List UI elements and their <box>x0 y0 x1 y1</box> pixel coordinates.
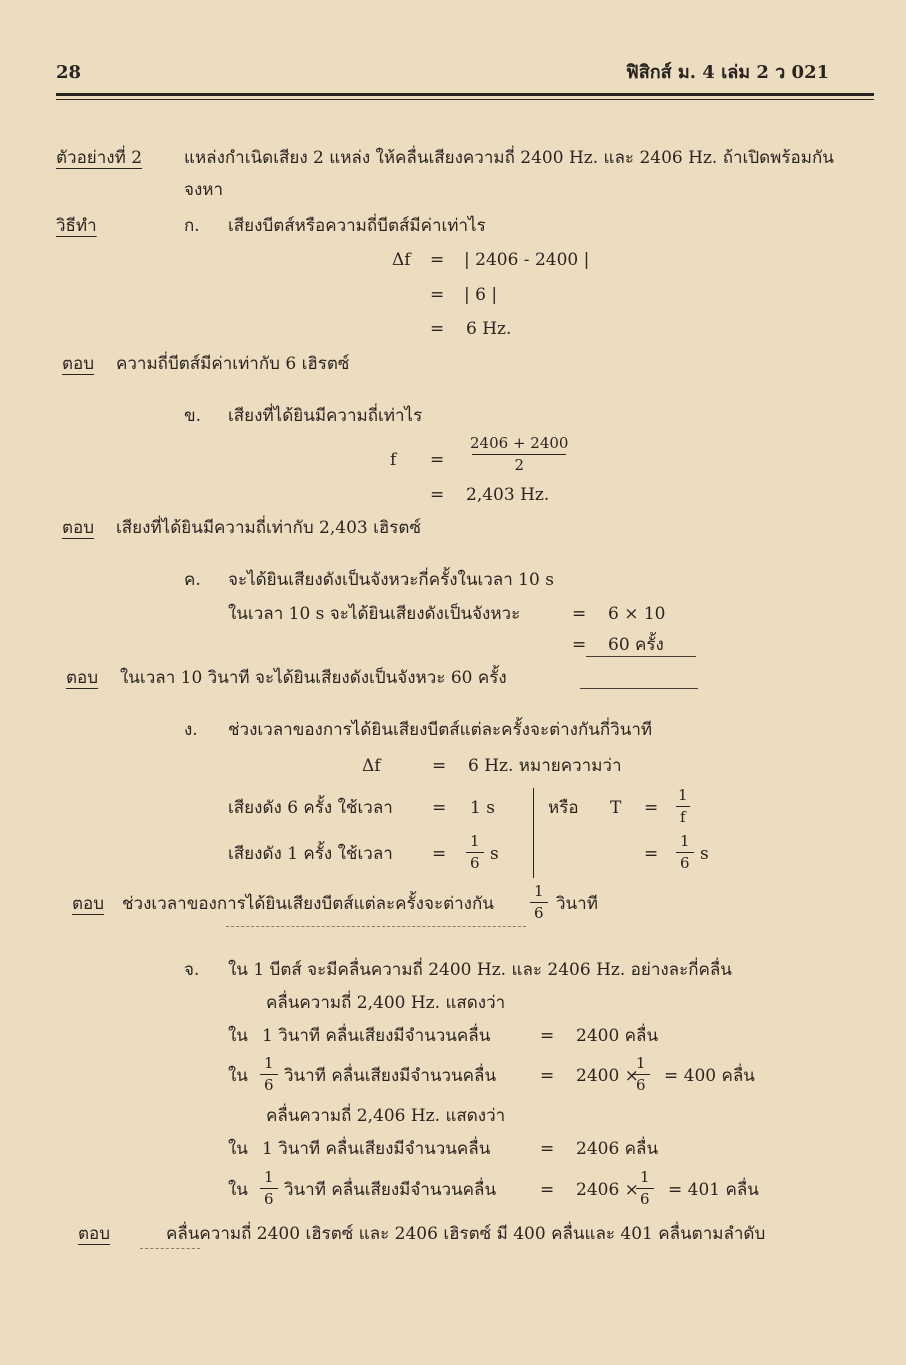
part-e-marker: จ. <box>184 960 200 980</box>
part-e-r4-val-den: 6 <box>636 1188 654 1207</box>
part-e-sub-1: คลื่นความถี่ 2,400 Hz. แสดงว่า <box>266 993 506 1013</box>
part-b-fraction <box>466 436 572 473</box>
part-e-r2-fraction <box>260 1056 278 1093</box>
part-e-r3-eq: = <box>540 1139 555 1159</box>
part-a-step-1: | 2406 - 2400 | <box>464 250 590 270</box>
part-c-marker: ค. <box>184 570 201 590</box>
part-d-eq-4: = <box>644 844 659 864</box>
part-e-r2-eq: = <box>540 1066 555 1086</box>
part-d-marker: ง. <box>184 720 198 740</box>
part-e-answer: คลื่นความถี่ 2400 เฮิรตซ์ และ 2406 เฮิรตซ์ มี 400 คลื่นและ 401 คลื่นตามลำดับ <box>166 1224 766 1244</box>
part-d-T: T <box>610 798 622 818</box>
part-e-r3-in: ใน <box>228 1139 248 1159</box>
part-e-r4-fraction <box>260 1170 278 1207</box>
part-d-T-num: 1 <box>678 786 688 804</box>
part-e-r4-in: ใน <box>228 1180 248 1200</box>
part-a-eq-3: = <box>430 319 445 339</box>
part-d-answer-fraction <box>530 884 548 921</box>
part-d-T-result-num: 1 <box>680 832 690 850</box>
part-b-frac-num: 2406 + 2400 <box>470 434 569 452</box>
part-e-r3-text: 1 วินาที คลื่นเสียงมีจำนวนคลื่น <box>262 1139 491 1159</box>
part-a-step-2: | 6 | <box>464 285 498 305</box>
part-d-eq-1: = <box>432 798 447 818</box>
part-b-question: เสียงที่ได้ยินมีความถี่เท่าไร <box>228 406 423 426</box>
part-d-eq-3: = <box>644 798 659 818</box>
part-d-lhs: Δf <box>362 756 381 776</box>
method-label: วิธีทำ <box>56 216 97 236</box>
part-e-r1-in: ใน <box>228 1026 248 1046</box>
part-d-val: 6 Hz. หมายความว่า <box>468 756 622 776</box>
header-rule-thin <box>56 99 874 100</box>
problem-line-1: แหล่งกำเนิดเสียง 2 แหล่ง ให้คลื่นเสียงความถี่ 2400 Hz. และ 2406 Hz. ถ้าเปิดพร้อมกัน <box>184 148 834 168</box>
part-e-answer-label: ตอบ <box>78 1224 111 1244</box>
part-d-row-2-num: 1 <box>470 832 480 850</box>
part-d-answer: ช่วงเวลาของการได้ยินเสียงบีตส์แต่ละครั้งจะต่างกัน <box>122 894 494 914</box>
part-d-row-2-fraction <box>466 834 484 871</box>
part-c-answer-blank <box>580 688 698 689</box>
part-c-underline <box>586 656 696 657</box>
part-b-answer-label: ตอบ <box>62 518 95 538</box>
part-d-T-fraction <box>674 788 692 825</box>
part-e-r2-num: 1 <box>264 1054 274 1072</box>
part-e-r2-val-num: 1 <box>636 1054 646 1072</box>
part-e-r1-eq: = <box>540 1026 555 1046</box>
part-d-or: หรือ <box>548 798 579 818</box>
part-d-row-2-den: 6 <box>466 852 484 871</box>
part-c-val-2: 60 ครั้ง <box>608 635 664 655</box>
part-e-r1-text: 1 วินาที คลื่นเสียงมีจำนวนคลื่น <box>262 1026 491 1046</box>
part-d-row-1-val: 1 s <box>470 798 495 818</box>
part-e-r2-den: 6 <box>260 1074 278 1093</box>
part-a-step-3: 6 Hz. <box>466 319 512 339</box>
part-e-r4-val-num: 1 <box>640 1168 650 1186</box>
part-b-answer: เสียงที่ได้ยินมีความถี่เท่ากับ 2,403 เฮิรตซ์ <box>116 518 422 538</box>
part-a-answer: ความถี่บีตส์มีค่าเท่ากับ 6 เฮิรตซ์ <box>116 354 350 374</box>
part-d-row-2: เสียงดัง 1 ครั้ง ใช้เวลา <box>228 844 393 864</box>
part-e-r2-val-den: 6 <box>632 1074 650 1093</box>
part-d-answer-label: ตอบ <box>72 894 105 914</box>
part-d-answer-unit: วินาที <box>556 894 598 914</box>
part-d-T-result-den: 6 <box>676 852 694 871</box>
part-e-r4-val-fraction <box>636 1170 654 1207</box>
part-c-eq-1: = <box>572 604 587 624</box>
part-d-answer-dash <box>226 926 526 927</box>
part-e-r4-text: วินาที คลื่นเสียงมีจำนวนคลื่น <box>284 1180 497 1200</box>
part-b-frac-den: 2 <box>472 454 566 473</box>
part-d-T-result-fraction <box>676 834 694 871</box>
problem-line-2: จงหา <box>184 180 224 200</box>
header-rule-thick <box>56 93 874 96</box>
part-d-row-2-unit: s <box>490 844 499 864</box>
part-e-r2-val-fraction <box>632 1056 650 1093</box>
part-e-r4-val-b: = 401 คลื่น <box>668 1180 759 1200</box>
part-d-eq-0: = <box>432 756 447 776</box>
part-a-eq-2: = <box>430 285 445 305</box>
part-c-answer-label: ตอบ <box>66 668 99 688</box>
example-label: ตัวอย่างที่ 2 <box>56 148 143 168</box>
part-e-r2-in: ใน <box>228 1066 248 1086</box>
part-e-r3-val: 2406 คลื่น <box>576 1139 659 1159</box>
part-b-eq-1: = <box>430 450 445 470</box>
part-a-answer-label: ตอบ <box>62 354 95 374</box>
part-e-r4-eq: = <box>540 1180 555 1200</box>
part-b-lhs: f <box>390 450 397 470</box>
part-d-question: ช่วงเวลาของการได้ยินเสียงบีตส์แต่ละครั้งจะต่างกันกี่วินาที <box>228 720 653 740</box>
part-e-sub-2: คลื่นความถี่ 2,406 Hz. แสดงว่า <box>266 1106 506 1126</box>
part-d-answer-den: 6 <box>530 902 548 921</box>
part-c-val-1: 6 × 10 <box>608 604 666 624</box>
part-c-eq-2: = <box>572 635 587 655</box>
part-c-question: จะได้ยินเสียงดังเป็นจังหวะกี่ครั้งในเวลา 10 s <box>228 570 554 590</box>
book-title: ฟิสิกส์ ม. 4 เล่ม 2 ว 021 <box>626 62 830 83</box>
part-c-line-1: ในเวลา 10 s จะได้ยินเสียงดังเป็นจังหวะ <box>228 604 521 624</box>
part-e-r4-den: 6 <box>260 1188 278 1207</box>
part-e-r2-text: วินาที คลื่นเสียงมีจำนวนคลื่น <box>284 1066 497 1086</box>
part-d-row-1: เสียงดัง 6 ครั้ง ใช้เวลา <box>228 798 393 818</box>
part-e-question: ใน 1 บีตส์ จะมีคลื่นความถี่ 2400 Hz. และ 2406 Hz. อย่างละกี่คลื่น <box>228 960 732 980</box>
part-e-r2-val-a: 2400 × <box>576 1066 639 1086</box>
part-e-r2-val-b: = 400 คลื่น <box>664 1066 755 1086</box>
part-e-answer-dash <box>140 1248 200 1249</box>
part-d-eq-2: = <box>432 844 447 864</box>
part-a-eq-1: = <box>430 250 445 270</box>
part-d-T-den: f <box>676 806 690 825</box>
part-b-eq-2: = <box>430 485 445 505</box>
part-d-answer-num: 1 <box>534 882 544 900</box>
part-e-r4-val-a: 2406 × <box>576 1180 639 1200</box>
part-b-marker: ข. <box>184 406 202 426</box>
page-number: 28 <box>56 62 82 83</box>
part-e-r4-num: 1 <box>264 1168 274 1186</box>
part-a-question: เสียงบีตส์หรือความถี่บีตส์มีค่าเท่าไร <box>228 216 486 236</box>
part-a-lhs: Δf <box>392 250 411 270</box>
part-c-answer: ในเวลา 10 วินาที จะได้ยินเสียงดังเป็นจังหวะ 60 ครั้ง <box>120 668 507 688</box>
part-e-r1-val: 2400 คลื่น <box>576 1026 659 1046</box>
part-a-marker: ก. <box>184 216 200 236</box>
part-d-T-result-unit: s <box>700 844 709 864</box>
part-b-result: 2,403 Hz. <box>466 485 550 505</box>
part-d-divider <box>533 788 534 878</box>
